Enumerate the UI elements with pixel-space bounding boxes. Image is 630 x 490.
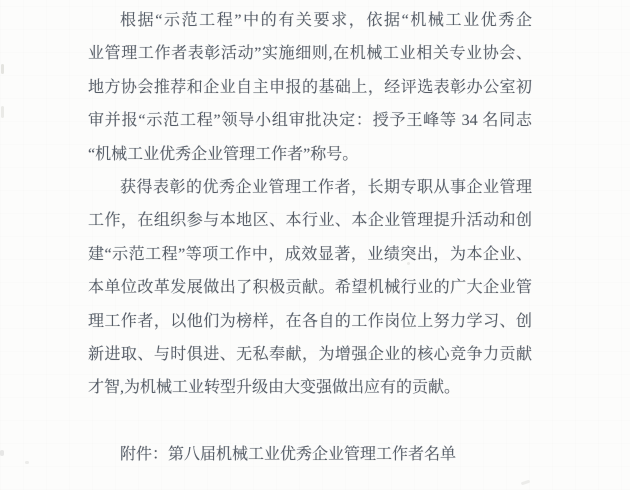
paragraph-1 bbox=[88, 4, 532, 171]
attachment-section bbox=[88, 438, 532, 471]
text-line: 本单位改革发展做出了积极贡献。希望机械行业的广大企业管 bbox=[88, 279, 532, 297]
attachment-line: 附件：第八届机械工业优秀企业管理工作者名单 bbox=[120, 446, 457, 464]
text-line: 根据“示范工程”中的有关要求，依据“机械工业优秀企 bbox=[120, 12, 532, 29]
paragraph-2 bbox=[88, 171, 532, 405]
text-line: 建“示范工程”等项工作中，成效显著，业绩突出，为本企业、 bbox=[88, 245, 532, 263]
text-line: “机械工业优秀企业管理工作者”称号。 bbox=[88, 145, 359, 163]
document-body bbox=[88, 4, 532, 471]
scan-artifact bbox=[0, 450, 4, 456]
text-line: 新进取、与时俱进、无私奉献，为增强企业的核心竞争力贡献 bbox=[88, 345, 532, 363]
scan-artifact bbox=[25, 461, 29, 464]
text-line: 才智,为机械工业转型升级由大变强做出应有的贡献。 bbox=[88, 379, 461, 397]
text-line: 工作，在组织参与本地区、本行业、本企业管理提升活动和创 bbox=[88, 212, 532, 230]
text-line: 获得表彰的优秀企业管理工作者，长期专职从事企业管理 bbox=[120, 178, 532, 196]
text-line: 业管理工作者表彰活动”实施细则,在机械工业相关专业协会、 bbox=[88, 45, 532, 63]
scan-artifact bbox=[521, 480, 530, 486]
text-line: 理工作者，以他们为榜样，在各自的工作岗位上努力学习、创 bbox=[88, 312, 532, 330]
scan-artifact bbox=[1, 64, 4, 74]
text-line: 地方协会推荐和企业自主申报的基础上，经评选表彰办公室初 bbox=[88, 78, 532, 96]
text-line: 审并报“示范工程”领导小组审批决定：授予王峰等 34 名同志 bbox=[88, 112, 532, 130]
scan-artifact bbox=[1, 106, 4, 118]
